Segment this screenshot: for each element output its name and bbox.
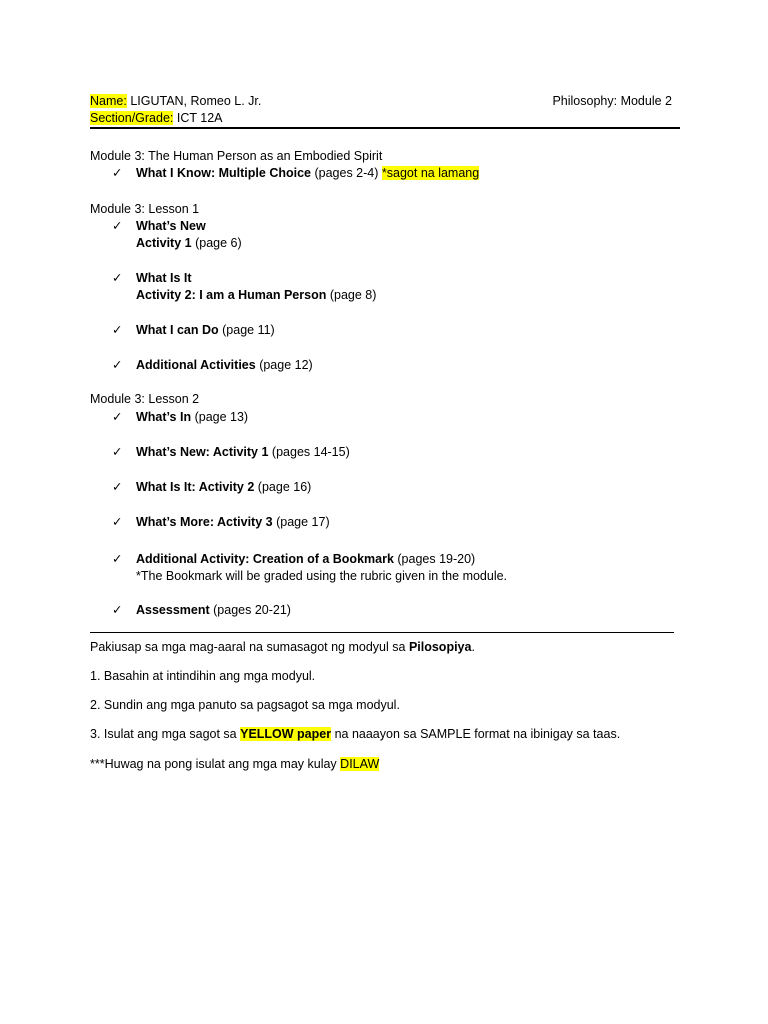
item-note: *sagot na lamang [381, 166, 480, 180]
list-item [90, 409, 690, 426]
module-intro [90, 148, 690, 182]
item-title: Additional Activities [136, 358, 256, 372]
checkmark-icon: ✓ [112, 358, 123, 372]
instructions-intro [90, 639, 710, 656]
item-title: What’s New: Activity 1 [136, 445, 269, 459]
student-info [90, 93, 261, 127]
item-pages: (pages 20-21) [213, 603, 291, 617]
item-pages: (pages 14-15) [271, 445, 350, 459]
intro-subject: Pilosopiya [408, 640, 472, 654]
list-item [90, 551, 690, 585]
list-item [90, 270, 690, 304]
checkmark-icon: ✓ [112, 323, 123, 337]
item-pages: (pages 19-20) [397, 552, 476, 566]
list-item [90, 514, 690, 531]
section-value: ICT 12A [176, 111, 223, 125]
module-intro-title: Module 3: The Human Person as an Embodied Spirit [90, 149, 383, 163]
section-label: Section/Grade: [90, 111, 174, 125]
intro-text: Pakiusap sa mga mag-aaral na sumasagot ng modyul sa [90, 640, 406, 654]
lesson-2-heading: Module 3: Lesson 2 [90, 392, 200, 406]
instruction-warning [90, 756, 710, 773]
item-pages: (page 17) [276, 515, 330, 529]
checkmark-icon: ✓ [112, 166, 123, 180]
item-pages: (page 11) [222, 323, 275, 337]
item-pages: (page 16) [257, 480, 312, 494]
name-label: Name: [90, 94, 127, 108]
item-note: *The Bookmark will be graded using the rubric given in the module. [136, 569, 508, 583]
checkmark-icon: ✓ [112, 515, 123, 529]
step3-text: 3. Isulat ang mga sagot sa [90, 727, 237, 741]
name-line [90, 93, 261, 110]
item-title: What I Know: Multiple Choice [136, 166, 311, 180]
checkmark-icon: ✓ [112, 603, 123, 617]
item-title: What I can Do [136, 323, 219, 337]
item-title: What’s New [136, 219, 206, 233]
list-item [90, 218, 690, 252]
section-line [90, 110, 261, 127]
item-pages: (page 12) [259, 358, 313, 372]
lesson-1-heading: Module 3: Lesson 1 [90, 202, 200, 216]
checkmark-icon: ✓ [112, 271, 123, 285]
checkmark-icon: ✓ [112, 480, 123, 494]
warning-highlight: DILAW [340, 757, 380, 771]
item-pages: (pages 2-4) [314, 166, 379, 180]
item-title: What Is It: Activity 2 [136, 480, 255, 494]
list-item [90, 444, 690, 461]
item-activity: Activity 2: I am a Human Person [136, 288, 327, 302]
document-header [90, 93, 680, 129]
list-item [90, 322, 690, 339]
item-title: What’s More: Activity 3 [136, 515, 273, 529]
intro-period: . [471, 640, 475, 654]
checkmark-icon: ✓ [112, 445, 123, 459]
warning-text: ***Huwag na pong isulat ang mga may kulay [90, 757, 337, 771]
checkmark-icon: ✓ [112, 219, 123, 233]
item-pages: (page 13) [194, 410, 249, 424]
instruction-step-3 [90, 726, 710, 743]
item-title: What’s In [136, 410, 192, 424]
divider [90, 632, 674, 633]
item-title: Assessment [136, 603, 210, 617]
step3-text-end: na naaayon sa SAMPLE format na ibinigay sa taas. [334, 727, 621, 741]
item-activity: Activity 1 [136, 236, 192, 250]
name-value: LIGUTAN, Romeo L. Jr. [130, 94, 262, 108]
checkmark-icon: ✓ [112, 410, 123, 424]
checkmark-icon: ✓ [112, 552, 123, 566]
subject-title: Philosophy: Module 2 [552, 94, 672, 108]
list-item [90, 602, 690, 619]
instruction-step-1: 1. Basahin at intindihin ang mga modyul. [90, 669, 316, 683]
step3-highlight: YELLOW paper [240, 727, 332, 741]
list-item [90, 165, 690, 182]
list-item [90, 479, 690, 496]
instruction-step-2: 2. Sundin ang mga panuto sa pagsagot sa mga modyul. [90, 698, 400, 712]
item-pages: (page 8) [329, 288, 377, 302]
list-item [90, 357, 690, 374]
item-title: Additional Activity: Creation of a Bookmark [136, 552, 394, 566]
item-pages: (page 6) [195, 236, 242, 250]
item-title: What Is It [136, 271, 192, 285]
